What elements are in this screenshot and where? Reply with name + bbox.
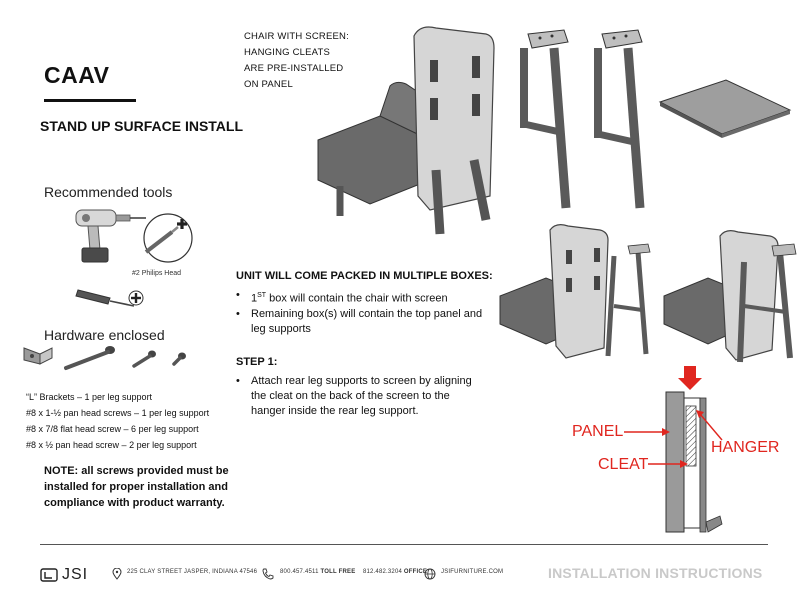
cleat-arrow-icon bbox=[648, 458, 688, 470]
step-1-list bbox=[236, 374, 486, 419]
list-item: • Attach rear leg supports to screen by aligning the cleat on the back of the screen to the hanger inside the rear leg support. bbox=[236, 375, 472, 417]
phone-icon bbox=[262, 568, 274, 580]
bullet-icon: • bbox=[236, 307, 240, 320]
hanger-callout: HANGER bbox=[711, 439, 780, 456]
hardware-item: #8 x 7/8 flat head screw – 6 per leg support bbox=[26, 424, 199, 434]
leg-support-illustration bbox=[514, 28, 574, 212]
caption-line: HANGING CLEATS bbox=[244, 47, 331, 58]
panel-callout: PANEL bbox=[572, 423, 624, 440]
screwdriver-icon bbox=[74, 284, 158, 310]
packing-list bbox=[236, 288, 498, 337]
globe-icon bbox=[424, 568, 436, 580]
list-item: • Remaining box(s) will contain the top panel and leg supports bbox=[236, 307, 483, 335]
caption-line: CHAIR WITH SCREEN: bbox=[244, 31, 349, 42]
hardware-item: #8 x 1-½ pan head screws – 1 per leg support bbox=[26, 408, 210, 418]
top-panel-illustration bbox=[656, 76, 796, 140]
list-item: • 1ST box will contain the chair with screen bbox=[236, 289, 448, 305]
assembly-step-illustration bbox=[660, 222, 806, 370]
footer-phone: 800.457.4511 TOLL FREE 812.482.3204 OFFICE bbox=[280, 569, 428, 575]
hardware-list bbox=[26, 389, 236, 453]
hardware-heading: Hardware enclosed bbox=[44, 327, 165, 343]
chair-with-screen-illustration bbox=[310, 20, 510, 240]
bullet-icon: • bbox=[236, 375, 240, 387]
hardware-item: “L” Brackets – 1 per leg support bbox=[26, 392, 153, 402]
jsi-logo-icon bbox=[40, 568, 58, 582]
packing-heading: UNIT WILL COME PACKED IN MULTIPLE BOXES: bbox=[236, 270, 493, 282]
phillips-tip-icon bbox=[128, 290, 144, 306]
footer-divider bbox=[40, 544, 768, 545]
bullet-icon: • bbox=[236, 289, 240, 301]
location-pin-icon bbox=[112, 568, 122, 580]
page-subtitle: STAND UP SURFACE INSTALL bbox=[40, 118, 244, 134]
short-screw-icon bbox=[166, 350, 190, 370]
hardware-item: #8 x ½ pan head screw – 2 per leg support bbox=[26, 440, 197, 450]
long-screw-icon bbox=[60, 344, 118, 372]
footer-address: 225 CLAY STREET JASPER, INDIANA 47546 bbox=[127, 569, 258, 575]
cleat-callout: CLEAT bbox=[598, 456, 649, 473]
flat-screw-icon bbox=[128, 348, 160, 372]
leg-support-illustration bbox=[588, 28, 648, 212]
l-bracket-icon bbox=[20, 344, 56, 368]
caption-line: ARE PRE-INSTALLED bbox=[244, 63, 344, 74]
drill-bit-label: #2 Philips Head bbox=[132, 270, 182, 277]
step-1-heading: STEP 1: bbox=[236, 356, 278, 368]
drill-bit-icon bbox=[132, 212, 196, 266]
page-title: CAAV bbox=[44, 62, 110, 88]
brand-name: JSI bbox=[62, 566, 89, 583]
title-underline bbox=[44, 99, 136, 102]
document-type-label: INSTALLATION INSTRUCTIONS bbox=[548, 565, 763, 581]
panel-arrow-icon bbox=[624, 426, 670, 438]
hanger-arrow-icon bbox=[694, 408, 724, 442]
caption-line: ON PANEL bbox=[244, 79, 293, 90]
warranty-note: NOTE: all screws provided must be installed for proper installation and compliance with product warranty. bbox=[44, 465, 229, 509]
footer-website[interactable]: JSIFURNITURE.COM bbox=[441, 569, 504, 575]
assembly-step-illustration bbox=[496, 216, 666, 366]
tools-heading: Recommended tools bbox=[44, 184, 173, 200]
